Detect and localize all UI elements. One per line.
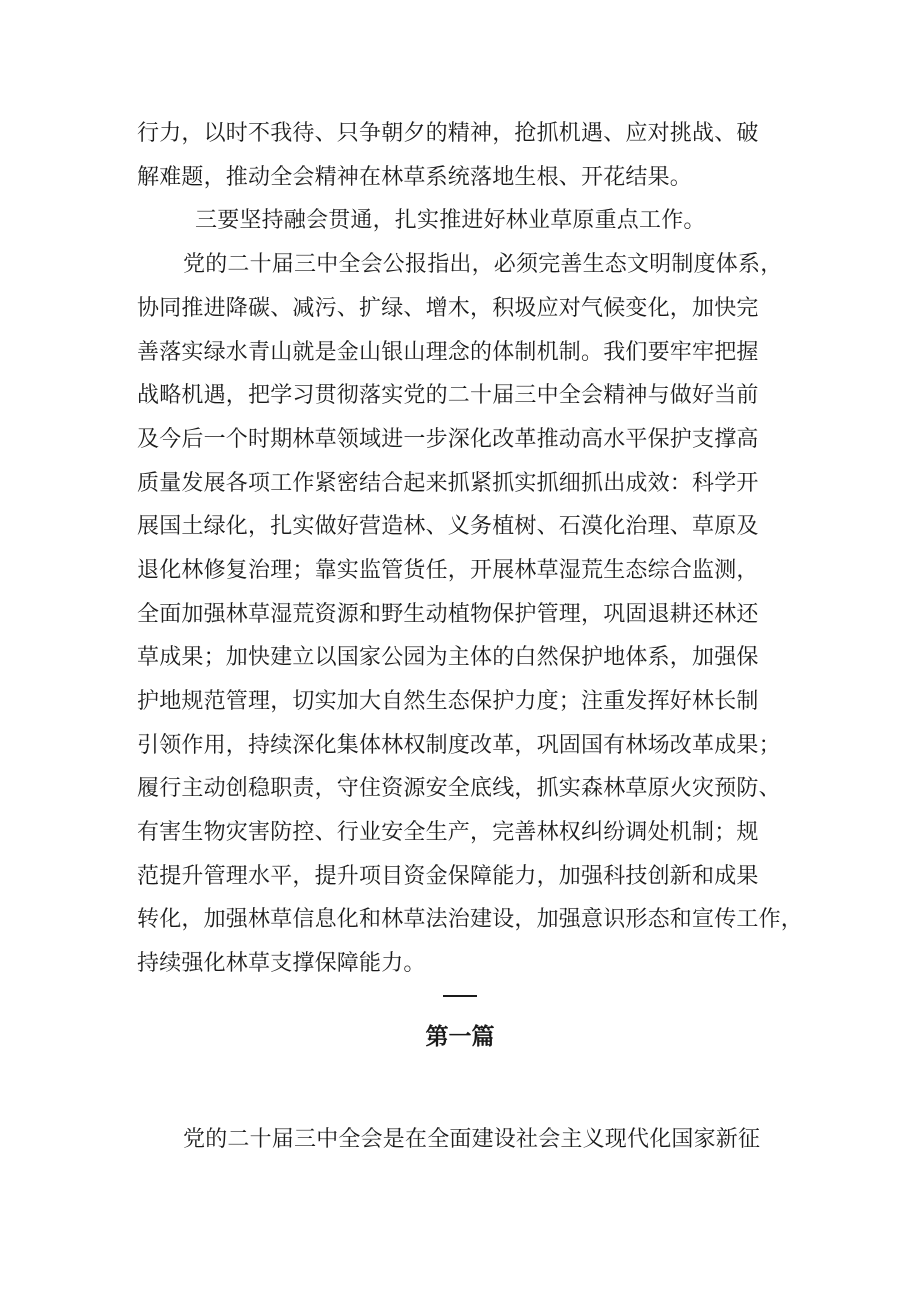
paragraph-line: 善落实绿水青山就是金山银山理念的体制机制。我们要牢牢把握 [137, 340, 759, 365]
paragraph-line: 展国土绿化，扎实做好营造林、义务植树、石漠化治理、草原及 [137, 514, 759, 539]
paragraph-line: 引领作用，持续深化集体林权制度改革，巩固国有林场改革成果； [137, 733, 781, 758]
section-heading: 第一篇 [425, 1024, 495, 1050]
section-divider [443, 995, 477, 997]
paragraph-heading-line: 三要坚持融会贯通，扎实推进好林业草原重点工作。 [195, 208, 706, 233]
paragraph-line: 党的二十届三中全会是在全面建设社会主义现代化国家新征 [183, 1127, 761, 1152]
paragraph-line: 草成果；加快建立以国家公园为主体的白然保护地体系，加强保 [137, 645, 759, 670]
paragraph-line: 协同推进降碳、减污、扩绿、增木，积圾应对气候变化，加快完 [137, 296, 759, 321]
paragraph-line: 及今后一个时期林草领域进一步深化改革推动高水平保护支撑高 [137, 427, 759, 452]
paragraph-line: 转化，加强林草信息化和林草法治建设，加强意识形态和宣传工作， [137, 907, 804, 932]
paragraph-line: 退化林修复治理；靠实监管货任，开展林草湿荒生态综合监测， [137, 558, 759, 583]
paragraph-line: 全面加强林草湿荒资源和野生动植物保护管理，巩固退耕还林还 [137, 602, 759, 627]
paragraph-line: 战略机遇，把学习贯彻落实党的二十届三中全会精神与做好当前 [137, 383, 759, 408]
paragraph-line: 护地规范管理，切实加大自然生态保护力度；注重发挥好林长制 [137, 689, 759, 714]
paragraph-line: 党的二十届三中全会公报指出，必须完善生态文明制度体系， [183, 252, 783, 277]
paragraph-line: 质量发展各项工作紧密结合起来抓紧抓实抓细抓出成效：科学开 [137, 471, 759, 496]
paragraph-line: 有害生物灾害防控、行业安全生产，完善林权纠纷调处机制；规 [137, 820, 759, 845]
paragraph-line: 持续强化林草支撑保障能力。 [137, 951, 426, 976]
paragraph-line: 履行主动创稳职责，守住资源安全底线，抓实森林草原火灾预防、 [137, 776, 781, 801]
paragraph-line: 范提升管理水平，提升项目资金保障能力，加强科技创新和成果 [137, 864, 759, 889]
paragraph-line: 行力，以时不我待、只争朝夕的精神，抢抓机遇、应对挑战、破 [137, 121, 759, 146]
paragraph-line: 解难题，推动全会精神在林草系统落地生根、开花结果。 [137, 165, 693, 190]
